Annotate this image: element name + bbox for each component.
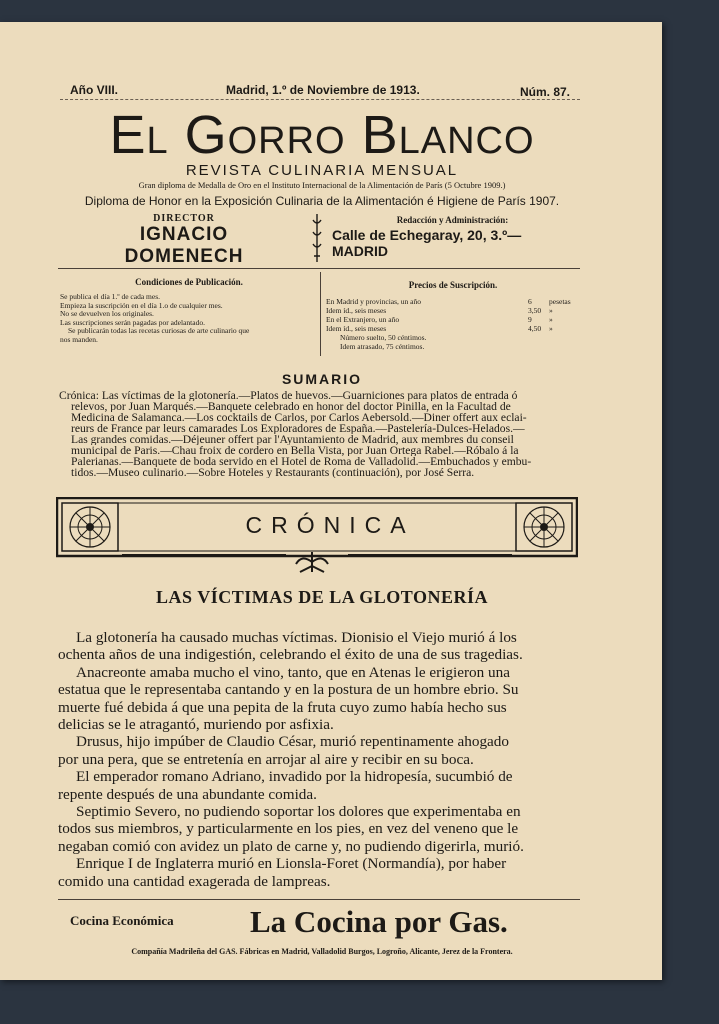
- prices-table: [326, 297, 581, 351]
- flourish-icon: [290, 550, 334, 574]
- price-amount: 4,50: [528, 324, 542, 333]
- article-line: La glotonería ha causado muchas víctimas. Dionisio el Viejo murió á los: [76, 629, 517, 646]
- article-title: LAS VÍCTIMAS DE LA GLOTONERÍA: [156, 587, 488, 607]
- conditions-list: [60, 293, 318, 345]
- summary-line: reurs de France par leurs camarades Los Exploradores de España.—Pastelería-Dulces-Helados.—: [71, 423, 525, 434]
- magazine-page: [0, 22, 662, 980]
- advert-left: Cocina Económica: [70, 913, 174, 928]
- advert-headline: La Cocina por Gas.: [250, 904, 508, 939]
- price-currency: »: [549, 315, 553, 324]
- issue-year: Año VIII.: [70, 83, 118, 97]
- article-line: por una pera, que se entretenía en arrojar al aire y recibir en su boca.: [58, 750, 474, 768]
- director-name: IGNACIO DOMENECH: [124, 224, 244, 267]
- issue-line: [68, 83, 580, 99]
- conditions-heading: Condiciones de Publicación.: [135, 277, 243, 287]
- price-amount: 9: [528, 315, 532, 324]
- price-note: Idem atrasado, 75 céntimos.: [340, 342, 425, 351]
- summary-text: [59, 390, 581, 478]
- summary-line: Las grandes comidas.—Déjeuner offert par l'Ayuntamiento de Madrid, aux membres du conseil: [71, 434, 514, 445]
- award-line-1: Gran diploma de Medalla de Oro en el Instituto Internacional de la Alimentación de París (5 Octubre 1909.): [138, 180, 506, 190]
- award-line-2: Diploma de Honor en la Exposición Culinaria de la Alimentación é Higiene de París 1907.: [84, 194, 560, 208]
- conditions-line: Las suscripciones serán pagadas por adelantado.: [60, 318, 205, 327]
- price-row: [326, 315, 581, 324]
- price-note: Número suelto, 50 céntimos.: [340, 333, 427, 342]
- issue-number: Núm. 87.: [519, 85, 570, 99]
- advert-footer: Compañía Madrileña del GAS. Fábricas en Madrid, Valladolid Burgos, Logroño, Alicante, Jerez de la Frontera.: [131, 947, 513, 956]
- prices-heading: Precios de Suscripción.: [408, 280, 498, 290]
- conditions-line: nos manden.: [60, 335, 98, 344]
- article-line: delicias se le atragantó, muriendo por asfixia.: [58, 716, 334, 734]
- article-line: comido una cantidad exagerada de lampreas.: [58, 872, 331, 890]
- article-line: repente después de una abundante comida.: [58, 785, 317, 803]
- article-line: ochenta años de una indigestión, celebrando el éxito de una de sus tragedias.: [58, 646, 523, 664]
- column-divider: [320, 272, 321, 356]
- price-amount: 3,50: [528, 306, 542, 315]
- director-label: DIRECTOR: [153, 213, 215, 224]
- rosette-right-icon: [524, 507, 564, 547]
- masthead-subtitle: REVISTA CULINARIA MENSUAL: [185, 162, 459, 179]
- article-line: estatua que le representaba cantando y en la postura de un hombre ebrio. Su: [58, 681, 519, 699]
- article-line: negaban comió con avidez un plato de carne y, no pudiendo digerirla, murió.: [58, 837, 524, 855]
- divider: [58, 268, 580, 269]
- ornament-icon: [311, 214, 323, 262]
- price-currency: »: [549, 306, 553, 315]
- price-row: [326, 297, 581, 306]
- summary-heading: SUMARIO: [281, 371, 363, 387]
- conditions-line: Se publica el día 1.º de cada mes.: [60, 293, 160, 301]
- summary-line: tidos.—Museo culinario.—Sobre Hoteles y Restaurants (continuación), por José Serra.: [71, 467, 475, 478]
- article-line: El emperador romano Adriano, invadido por la hidropesía, sucumbió de: [76, 768, 513, 786]
- price-amount: 6: [528, 297, 532, 306]
- summary-line: Medicina de Salamanca.—Los cocktails de Carlos, por Carlos Aebersold.—Diner offert aux eclai-: [71, 412, 527, 423]
- summary-line: Palerianas.—Banquete de boda servido en el Hotel de Roma de Valladolid.—Embuchados y embu-: [71, 456, 532, 467]
- redaccion-label: Redacción y Administración:: [396, 215, 509, 225]
- article-line: Septimio Severo, no pudiendo soportar los dolores que experimentaba en: [76, 803, 521, 821]
- article-line: Drusus, hijo impúber de Claudio César, murió repentinamente ahogado: [76, 733, 509, 751]
- conditions-line: No se devuelven los originales.: [60, 310, 154, 319]
- article-line: Enrique I de Inglaterra murió en Lionsla-Foret (Normandía), por haber: [76, 855, 507, 873]
- summary-line: Crónica: Las víctimas de la glotonería.—Platos de huevos.—Guarniciones para platos de entrada ó: [59, 390, 518, 401]
- price-label: Idem íd., seis meses: [326, 306, 387, 315]
- cronica-banner-title: CRÓNICA: [245, 512, 415, 538]
- redaccion-address: Calle de Echegaray, 20, 3.º— MADRID: [332, 227, 522, 259]
- conditions-line: Empieza la suscripción en el día 1.o de cualquier mes.: [60, 301, 223, 310]
- divider: [60, 99, 580, 100]
- rosette-left-icon: [70, 507, 110, 547]
- summary-line: relevos, por Juan Marqués.—Banquete celebrado en honor del doctor Pinilla, en la Facultad de: [71, 401, 511, 412]
- price-label: Idem íd., seis meses: [326, 324, 387, 333]
- price-currency: pesetas: [549, 297, 571, 306]
- article-line: Anacreonte amaba mucho el vino, tanto, que en Atenas le erigieron una: [76, 663, 510, 681]
- price-row: [326, 306, 581, 315]
- article-line: todos sus miembros, y particularmente en los pies, en vez del veneno que le: [58, 820, 519, 838]
- article-line: muerte fué debida á que una pepita de la fruta cuyo zumo había hecho sus: [58, 698, 507, 716]
- price-label: En el Extranjero, un año: [326, 315, 400, 324]
- price-label: En Madrid y provincias, un año: [326, 297, 421, 306]
- masthead-title: El Gorro Blanco: [109, 105, 535, 165]
- price-row: [326, 324, 581, 333]
- summary-line: municipal de Paris.—Chau froix de cordero en Bella Vista, por Juan Ortega Rabel.—Róbalo á la: [71, 445, 519, 456]
- issue-date: Madrid, 1.º de Noviembre de 1913.: [226, 83, 420, 97]
- divider: [58, 899, 580, 900]
- article-body: [58, 629, 582, 890]
- price-currency: »: [549, 324, 553, 333]
- conditions-line: Se publicarán todas las recetas curiosas de arte culinario que: [68, 327, 250, 336]
